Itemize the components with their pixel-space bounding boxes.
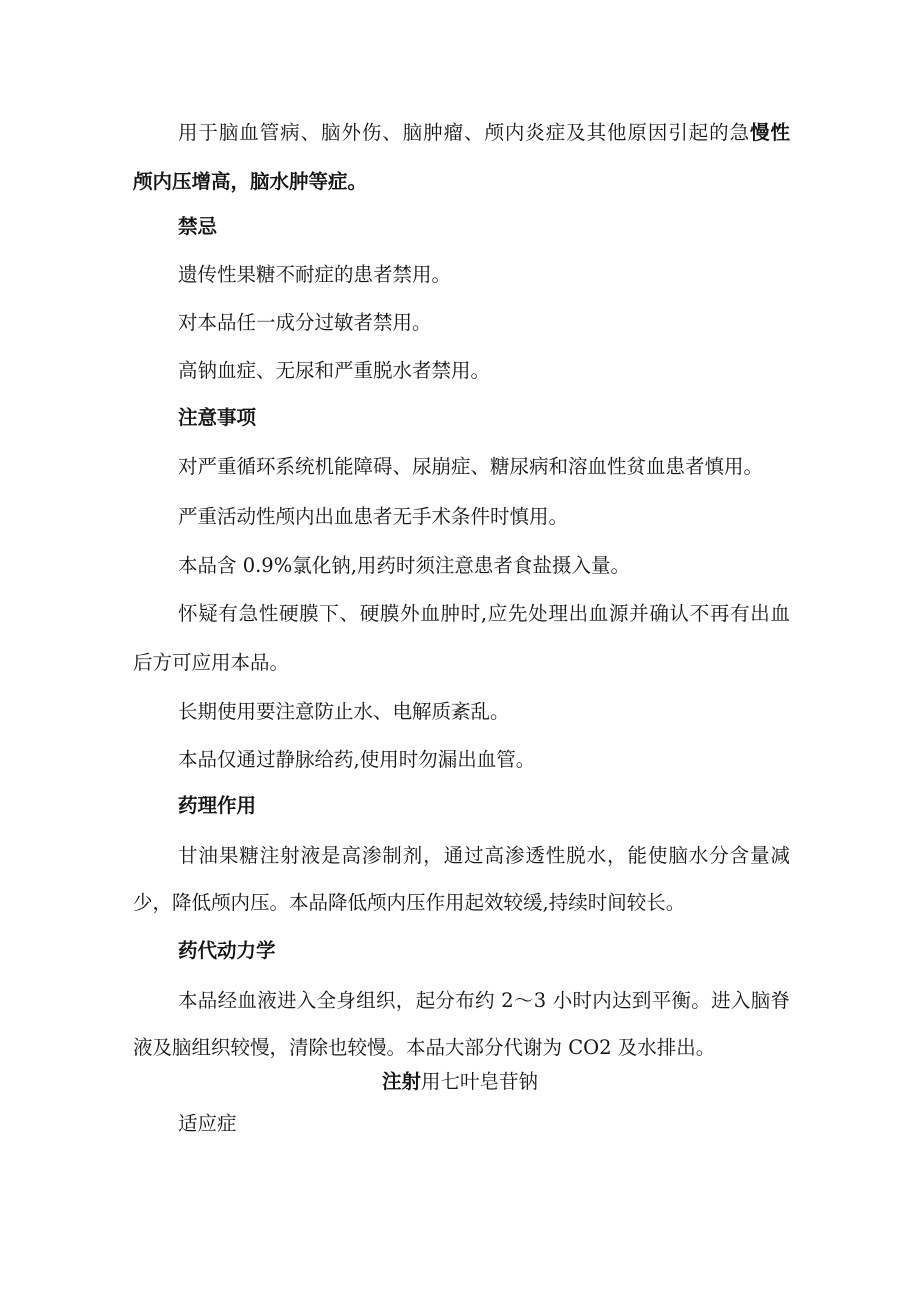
pharmacology-heading: 药理作用 [178, 794, 257, 817]
pharmacokinetics-heading: 药代动力学 [178, 939, 276, 962]
indication-line-1 [178, 121, 790, 145]
precaution-item: 本品含 0.9%氯化钠,用药时须注意患者食盐摄入量。 [178, 554, 630, 577]
precaution-item: 严重活动性颅内出血患者无手术条件时慎用。 [178, 505, 569, 528]
pharmacokinetics-line-1: 本品经血液进入全身组织，起分布约 2～3 小时内达到平衡。进入脑脊 [178, 989, 790, 1012]
pharmacology-line-2: 少，降低颅内压。本品降低颅内压作用起效较缓,持续时间较长。 [133, 891, 686, 914]
pharmacokinetics-line-2: 液及脑组织较慢，清除也较慢。本品大部分代谢为 CO2 及水排出。 [133, 1036, 716, 1059]
precaution-item: 本品仅通过静脉给药,使用时勿漏出血管。 [178, 748, 536, 771]
precaution-item-line-2: 后方可应用本品。 [133, 651, 290, 674]
indication-line-2: 颅内压增高，脑水肿等症。 [133, 170, 368, 193]
contraindication-item: 对本品任一成分过敏者禁用。 [178, 311, 432, 334]
drug-title-bold: 注射 [381, 1070, 421, 1093]
drug-title-regular: 用七叶皂苷钠 [421, 1070, 539, 1093]
contraindication-item: 遗传性果糖不耐症的患者禁用。 [178, 263, 452, 286]
precautions-heading: 注意事项 [178, 406, 257, 429]
indications-heading: 适应症 [178, 1112, 237, 1135]
contraindication-item: 高钠血症、无尿和严重脱水者禁用。 [178, 359, 491, 382]
pharmacology-line-1: 甘油果糖注射液是高渗制剂，通过高渗透性脱水，能使脑水分含量减 [178, 844, 790, 867]
indication-text-bold: 慢性 [750, 121, 790, 144]
precaution-item-line-1: 怀疑有急性硬膜下、硬膜外血肿时,应先处理出血源并确认不再有出血 [178, 602, 790, 625]
contraindications-heading: 禁忌 [178, 215, 218, 238]
precaution-item: 长期使用要注意防止水、电解质紊乱。 [178, 700, 510, 723]
precaution-item: 对严重循环系统机能障碍、尿崩症、糖尿病和溶血性贫血患者慎用。 [178, 455, 764, 478]
drug-title [0, 1070, 920, 1094]
indication-text: 用于脑血管病、脑外伤、脑肿瘤、颅内炎症及其他原因引起的急 [178, 121, 751, 144]
